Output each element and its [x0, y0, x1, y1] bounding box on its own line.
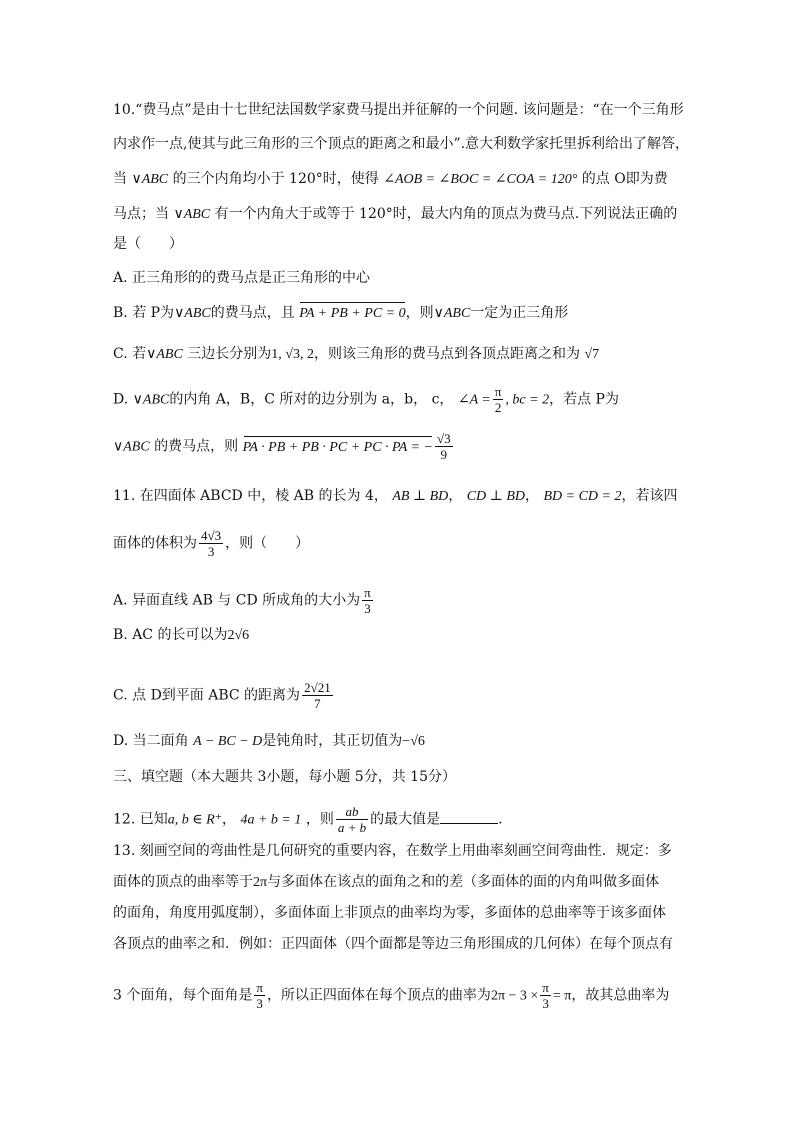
distance-fraction [302, 680, 333, 711]
q10-option-c [113, 345, 599, 364]
q11-text-2b: ，则（ ） [225, 535, 310, 552]
q13-text-2a: 面体的顶点的曲率等于 [113, 874, 253, 890]
fraction-denominator: 2 [494, 400, 502, 415]
perp-cd-bd: CD ⊥ BD [466, 489, 525, 504]
two-pi: 2π [253, 875, 268, 890]
triangle-abc: ∨ABC [433, 306, 471, 321]
ab-domain: a, b ∈ R⁺ [167, 812, 223, 828]
volume-fraction [199, 528, 223, 559]
angle-equation: ∠AOB = ∠BOC = ∠COA = 120° [383, 172, 578, 187]
q10-option-a-text: A. 正三角形的的费马点是正三角形的中心 [113, 270, 371, 286]
q11-text-1a: 11. 在四面体 ABCD 中，棱 AB 的长为 4， [113, 488, 388, 504]
q10-option-d-line-2 [113, 431, 455, 462]
q11-option-b [113, 626, 249, 645]
q12-text-b: ，则 [305, 811, 334, 828]
q13-text-3: 的面角，角度用弧度制），多面体面上非顶点的曲率均为零，多面体的总曲率等于该多面体 [113, 905, 666, 921]
q12-text-a: 12. 已知 [113, 811, 168, 828]
q12-line: 12. 已知a, b ∈ R⁺， 4a + b = 1 ，则 $\frac{ab}{a + b}$ 的最大值是 . [113, 804, 503, 835]
q10-option-b [113, 304, 568, 323]
q10-option-c-text-1: C. 若 [113, 346, 147, 362]
triangle-abc: ∨ABC [132, 392, 170, 408]
q11-line-2 [113, 528, 309, 559]
q13-text-5b: ，所以正四面体在每个顶点的曲率为 [266, 987, 491, 1004]
q12-text-c: 的最大值是 [370, 811, 441, 828]
vector-sum: PA + PB + PC = 0 [299, 306, 406, 321]
q13-line-5 [113, 980, 669, 1011]
q10-text-4a: 马点；当 [113, 206, 169, 222]
fraction-numerator: 2√21 [304, 680, 331, 695]
dot-product-sum: PA · PB + PB · PC + PC · PA = − [242, 439, 433, 455]
dihedral-angle: A − BC − D [193, 734, 263, 749]
q10-text-5: 是（ ） [113, 236, 183, 252]
q13-text-5a: 3 个面角，每个面角是 [113, 987, 253, 1004]
fraction-denominator: 3 [364, 601, 371, 616]
sqrt3-over-9-fraction [435, 431, 453, 462]
q11-option-d-text-1: D. 当二面角 [113, 733, 189, 749]
fraction-denominator: 9 [440, 447, 448, 462]
triangle-abc: ∨ABC [174, 306, 211, 321]
q11-option-b-text: B. AC 的长可以为 [113, 627, 228, 643]
q11-option-d-text-2: 是钝角时，其正切值为 [262, 733, 403, 749]
q10-option-d-text-3: ，若点 P为 [549, 391, 619, 408]
q13-line-1 [113, 842, 672, 860]
q13-text-1: 13. 刻画空间的弯曲性是几何研究的重要内容，在数学上用曲率刻画空间弯曲性．规定：多 [113, 843, 672, 859]
q13-text-4: 各顶点的曲率之和．例如：正四面体（四个面都是等边三角形围成的几何体）在每个顶点有 [113, 936, 673, 952]
q10-text-4b: 有一个内角大于或等于 120°时，最大内角的顶点为费马点.下列说法正确的 [214, 206, 678, 222]
q11-option-c [113, 680, 335, 711]
q11-option-a-text: A. 异面直线 AB 与 CD 所成角的大小为 [113, 592, 361, 609]
bc-condition: , bc = 2 [505, 392, 550, 408]
q10-line-3 [113, 170, 668, 189]
constraint-equation: 4a + b = 1 [240, 812, 302, 828]
q11-option-c-text: C. 点 D到平面 ABC 的距离为 [113, 687, 301, 704]
tangent-value: −√6 [402, 734, 425, 749]
angle-a: ∠A = [457, 392, 491, 408]
q13-text-5c: ，故其总曲率为 [571, 987, 670, 1004]
distance-sum: √7 [584, 347, 600, 362]
q12-period: . [498, 811, 503, 828]
q10-option-d-text-2: 的内角 A，B，C 所对的边分别为 a，b， c， [169, 391, 454, 408]
q13-line-4 [113, 935, 673, 953]
q10-option-d-text-4: 的费马点，则 [154, 438, 239, 455]
fraction-numerator: π [256, 980, 263, 995]
q10-line-4 [113, 205, 677, 224]
fraction-denominator: 3 [207, 544, 215, 559]
q10-text-3b: 的三个内角均小于 120°时，使得 [172, 171, 379, 187]
q10-line-1 [113, 101, 684, 119]
fraction-numerator: 4√3 [201, 528, 222, 543]
q10-option-b-text-1: B. 若 P为 [113, 305, 175, 321]
bd-cd-length: BD = CD = 2 [543, 489, 622, 504]
curvature-result: = π [552, 988, 572, 1004]
q10-line-2 [113, 135, 689, 153]
side-lengths: 1, √3, 2 [271, 347, 314, 362]
q13-line-2 [113, 873, 659, 892]
q11-line-1: 11. 在四面体 ABCD 中，棱 AB 的长为 4， AB ⊥ BD， CD ⊥ BD， BD = CD = 2，若该四 [113, 488, 678, 504]
triangle-abc: ∨ABC [131, 172, 169, 187]
q10-text-2: 内求作一点,使其与此三角形的三个顶点的距离之和最小”.意大利数学家托里拆利给出了解答， [113, 136, 690, 152]
q10-option-c-text-3: ，则该三角形的费马点到各顶点距离之和为 [313, 346, 580, 362]
ac-length: 2√6 [227, 628, 250, 643]
triangle-abc: ∨ABC [173, 207, 211, 222]
q10-option-b-text-4: 一定为正三角形 [470, 305, 569, 321]
pi-over-3-fraction [362, 585, 373, 616]
fraction-numerator: √3 [436, 431, 451, 446]
fraction-denominator: 3 [256, 996, 263, 1011]
section-3-heading [113, 768, 456, 786]
ab-fraction [336, 804, 368, 835]
q13-text-2b: 与多面体在该点的面角之和的差（多面体的面的内角叫做多面体 [267, 874, 660, 890]
perp-ab-bd: AB ⊥ BD [392, 489, 449, 504]
q11-text-2a: 面体的体积为 [113, 535, 197, 552]
fraction-numerator: π [542, 980, 549, 995]
pi-over-3-fraction [254, 980, 265, 1011]
q10-option-b-text-3: ，则 [405, 305, 434, 321]
triangle-abc: ∨ABC [146, 347, 183, 362]
q13-line-3 [113, 904, 666, 922]
q10-option-a [113, 269, 370, 287]
fraction-numerator: ab [336, 804, 368, 820]
pi-over-3-fraction [540, 980, 551, 1011]
q10-text-3a: 当 [113, 171, 127, 187]
triangle-abc: ∨ABC [113, 439, 150, 455]
q11-option-d [113, 732, 425, 751]
fraction-denominator: a + b [337, 820, 367, 835]
q10-option-c-text-2: 三边长分别为 [187, 346, 272, 362]
q10-text-1: 10.“费马点”是由十七世纪法国数学家费马提出并征解的一个问题. 该问题是：“在一个三角形 [113, 102, 684, 118]
curvature-expression: 2π − 3 × [490, 988, 539, 1004]
q10-option-d-line-1 [113, 384, 619, 415]
fraction-denominator: 3 [542, 996, 549, 1011]
fraction-denominator: 7 [314, 696, 321, 711]
fraction-numerator: π [364, 585, 371, 600]
fraction-numerator: π [494, 384, 502, 399]
q10-option-d-text-1: D. [113, 391, 129, 408]
q10-text-3c: 的点 O即为费 [581, 171, 668, 187]
section-3-text: 三、填空题（本大题共 3小题，每小题 5分，共 15分） [113, 769, 456, 785]
q11-option-a [113, 585, 375, 616]
q10-option-b-text-2: 的费马点，且 [210, 305, 295, 321]
pi-over-2-fraction [493, 384, 504, 415]
answer-blank [440, 809, 498, 824]
q11-text-1b: ，若该四 [621, 488, 678, 504]
q10-line-5 [113, 235, 183, 253]
